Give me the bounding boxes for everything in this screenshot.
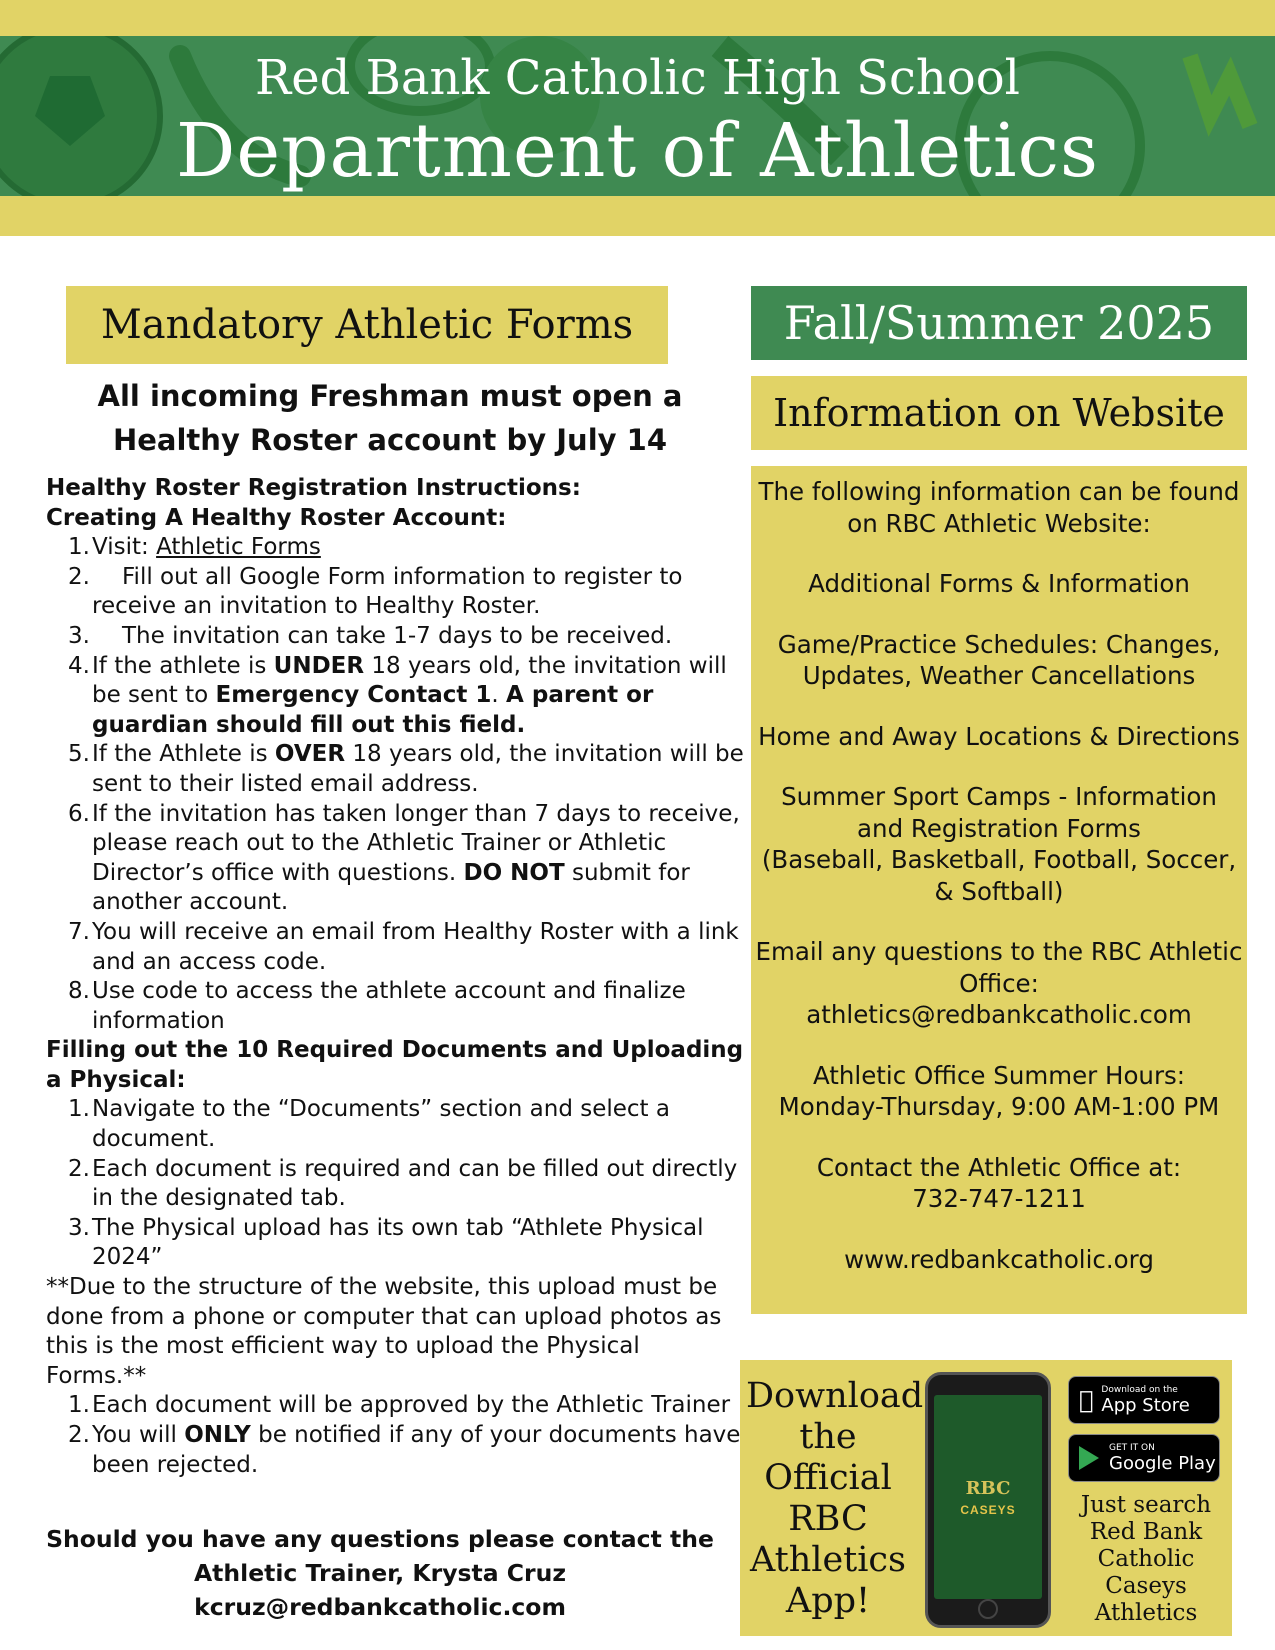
step-text: If the athlete is <box>92 652 274 679</box>
phone-intro: Contact the Athletic Office at: <box>816 1152 1182 1182</box>
list-item <box>46 1214 746 1273</box>
step-number: 2. <box>68 1422 90 1448</box>
step-text: The invitation can take 1-7 days to be received. <box>122 622 673 649</box>
school-name: Red Bank Catholic High School <box>255 50 1020 106</box>
registration-instructions <box>46 474 746 1480</box>
step-text <box>92 800 746 918</box>
app-download-title: Download the Official RBC Athletics App! <box>746 1376 924 1621</box>
closing-line2: Athletic Trainer, Krysta Cruz <box>193 1559 567 1587</box>
step-number: 3. <box>68 622 90 649</box>
season-heading: Fall/Summer 2025 <box>751 286 1247 360</box>
emphasis-text: A parent or guardian should fill out this field. <box>92 682 654 738</box>
phone-screen <box>934 1395 1042 1599</box>
step-text: Visit: <box>92 534 157 561</box>
email-intro: Email any questions to the RBC Athletic Office: <box>755 937 1243 998</box>
step-number: 8. <box>68 978 90 1005</box>
info-email-block <box>755 936 1243 1031</box>
step-text: Use code to access the athlete account and finalize information <box>92 978 686 1034</box>
step-text: The Physical upload has its own tab “Athlete Physical 2024” <box>92 1214 704 1271</box>
list-item <box>46 918 746 977</box>
list-item <box>46 1421 746 1480</box>
google-play-button[interactable] <box>1068 1434 1220 1482</box>
phone-mockup <box>925 1372 1051 1628</box>
step-text: Each document will be approved by the Athletic Trainer <box>92 1392 731 1419</box>
google-play-small-label: GET IT ON <box>1109 1442 1155 1453</box>
step-number: 1. <box>68 1096 90 1123</box>
account-steps-list <box>46 533 746 1036</box>
emphasis-text: ONLY <box>184 1422 251 1448</box>
step-number: 6. <box>68 800 90 827</box>
step-number: 1. <box>68 1392 90 1419</box>
step-text <box>92 622 746 652</box>
freshman-notice <box>60 374 720 462</box>
caseys-brand: CASEYS <box>960 1502 1016 1517</box>
office-phone[interactable]: 732-747-1211 <box>912 1184 1086 1213</box>
contact-closing <box>46 1522 714 1624</box>
app-store-button[interactable] <box>1068 1376 1220 1424</box>
athletic-forms-link[interactable]: Athletic Forms <box>156 534 321 561</box>
google-play-label: Google Play <box>1109 1452 1216 1474</box>
step-text: submit for another account. <box>92 859 690 916</box>
rbc-logo: RBC <box>965 1477 1011 1499</box>
app-download-panel <box>740 1360 1232 1636</box>
emphasis-text: OVER <box>274 741 346 768</box>
step-number: 3. <box>68 1214 90 1241</box>
step-number: 7. <box>68 918 90 945</box>
app-store-small-label: Download on the <box>1087 1384 1164 1395</box>
info-item-camps <box>755 781 1243 907</box>
step-number: 1. <box>68 534 90 561</box>
step-number: 4. <box>68 652 90 679</box>
freshman-notice-line2: Healthy Roster account by July 14 <box>112 423 668 457</box>
info-intro: The following information can be found on RBC Athletic Website: <box>758 477 1240 538</box>
app-search-note: Just search Red Bank Catholic Caseys Athletics <box>1080 1492 1212 1626</box>
website-url[interactable]: www.redbankcatholic.org <box>844 1244 1154 1274</box>
step-text: If the invitation has taken longer than 7 days to receive, please reach out to the Athletic Trainer or Athletic Director’s office with questions. <box>92 800 740 886</box>
list-item <box>46 563 746 622</box>
hours-value: Monday-Thursday, 9:00 AM-1:00 PM <box>778 1092 1220 1121</box>
emphasis-text: DO NOT <box>463 859 565 886</box>
documents-heading: Filling out the 10 Required Documents and Uploading a Physical: <box>46 1037 744 1093</box>
info-item-locations: Home and Away Locations & Directions <box>758 721 1240 751</box>
step-number: 2. <box>68 1155 90 1182</box>
hours-title: Athletic Office Summer Hours: <box>812 1060 1186 1090</box>
step-text <box>92 1421 746 1480</box>
step-text: You will receive an email from Healthy Roster with a link and an access code. <box>92 918 739 975</box>
info-item-forms: Additional Forms & Information <box>808 569 1190 598</box>
emphasis-text: Emergency Contact 1 <box>215 682 492 709</box>
athletics-email[interactable]: athletics@redbankcatholic.com <box>806 1000 1192 1029</box>
closing-line1: Should you have any questions please contact the <box>46 1525 714 1553</box>
emphasis-text: UNDER <box>273 652 365 679</box>
freshman-notice-line1: All incoming Freshman must open a <box>97 379 683 413</box>
step-text: 18 years old, the invitation will be sent to <box>92 652 727 709</box>
info-item-schedules: Game/Practice Schedules: Changes, Updates, Weather Cancellations <box>777 629 1221 690</box>
step-number: 5. <box>68 741 90 768</box>
website-info-heading: Information on Website <box>751 376 1247 450</box>
step-text: be notified if any of your documents have been rejected. <box>92 1422 741 1478</box>
header-top-band <box>0 0 1275 36</box>
website-info-panel <box>751 466 1247 1314</box>
step-text: Navigate to the “Documents” section and select a document. <box>92 1096 670 1153</box>
header-bottom-band <box>0 196 1275 236</box>
google-play-icon <box>1079 1446 1099 1470</box>
registration-heading: Healthy Roster Registration Instructions: <box>46 475 581 501</box>
step-text: 18 years old, the invitation will be sent to their listed email address. <box>92 741 744 797</box>
step-number: 2. <box>68 563 90 590</box>
documents-steps-list <box>46 1095 746 1273</box>
step-text: You will <box>92 1422 185 1448</box>
camps-sports: (Baseball, Basketball, Football, Soccer, & Softball) <box>761 845 1237 906</box>
account-heading: Creating A Healthy Roster Account: <box>46 504 507 531</box>
app-store-label: App Store <box>1087 1394 1176 1416</box>
department-title: Department of Athletics <box>176 108 1099 194</box>
approval-steps-list <box>46 1391 746 1480</box>
list-item <box>46 652 746 741</box>
list-item <box>46 533 746 563</box>
info-hours-block <box>755 1060 1243 1123</box>
list-item <box>46 1095 746 1154</box>
list-item <box>46 1391 746 1421</box>
step-text <box>92 652 746 741</box>
list-item <box>46 977 746 1036</box>
step-text <box>92 740 746 799</box>
list-item <box>46 622 746 652</box>
info-phone-block <box>755 1152 1243 1215</box>
step-text: Fill out all Google Form information to register to receive an invitation to Healthy Roster. <box>92 563 683 620</box>
upload-note: **Due to the structure of the website, this upload must be done from a phone or computer that can upload photos as this is the most efficient way to upload the Physical Forms.** <box>46 1274 722 1389</box>
camps-text: Summer Sport Camps - Information and Registration Forms <box>781 782 1217 843</box>
step-text <box>92 563 746 622</box>
list-item <box>46 740 746 799</box>
apple-icon <box>1079 1386 1093 1414</box>
trainer-email[interactable]: kcruz@redbankcatholic.com <box>194 1593 566 1621</box>
mandatory-forms-heading: Mandatory Athletic Forms <box>66 286 668 364</box>
list-item <box>46 800 746 918</box>
list-item <box>46 1155 746 1214</box>
step-text: . <box>491 682 507 709</box>
step-text: Each document is required and can be filled out directly in the designated tab. <box>92 1155 738 1212</box>
phone-home-button <box>978 1599 998 1619</box>
step-text: If the Athlete is <box>92 741 275 768</box>
